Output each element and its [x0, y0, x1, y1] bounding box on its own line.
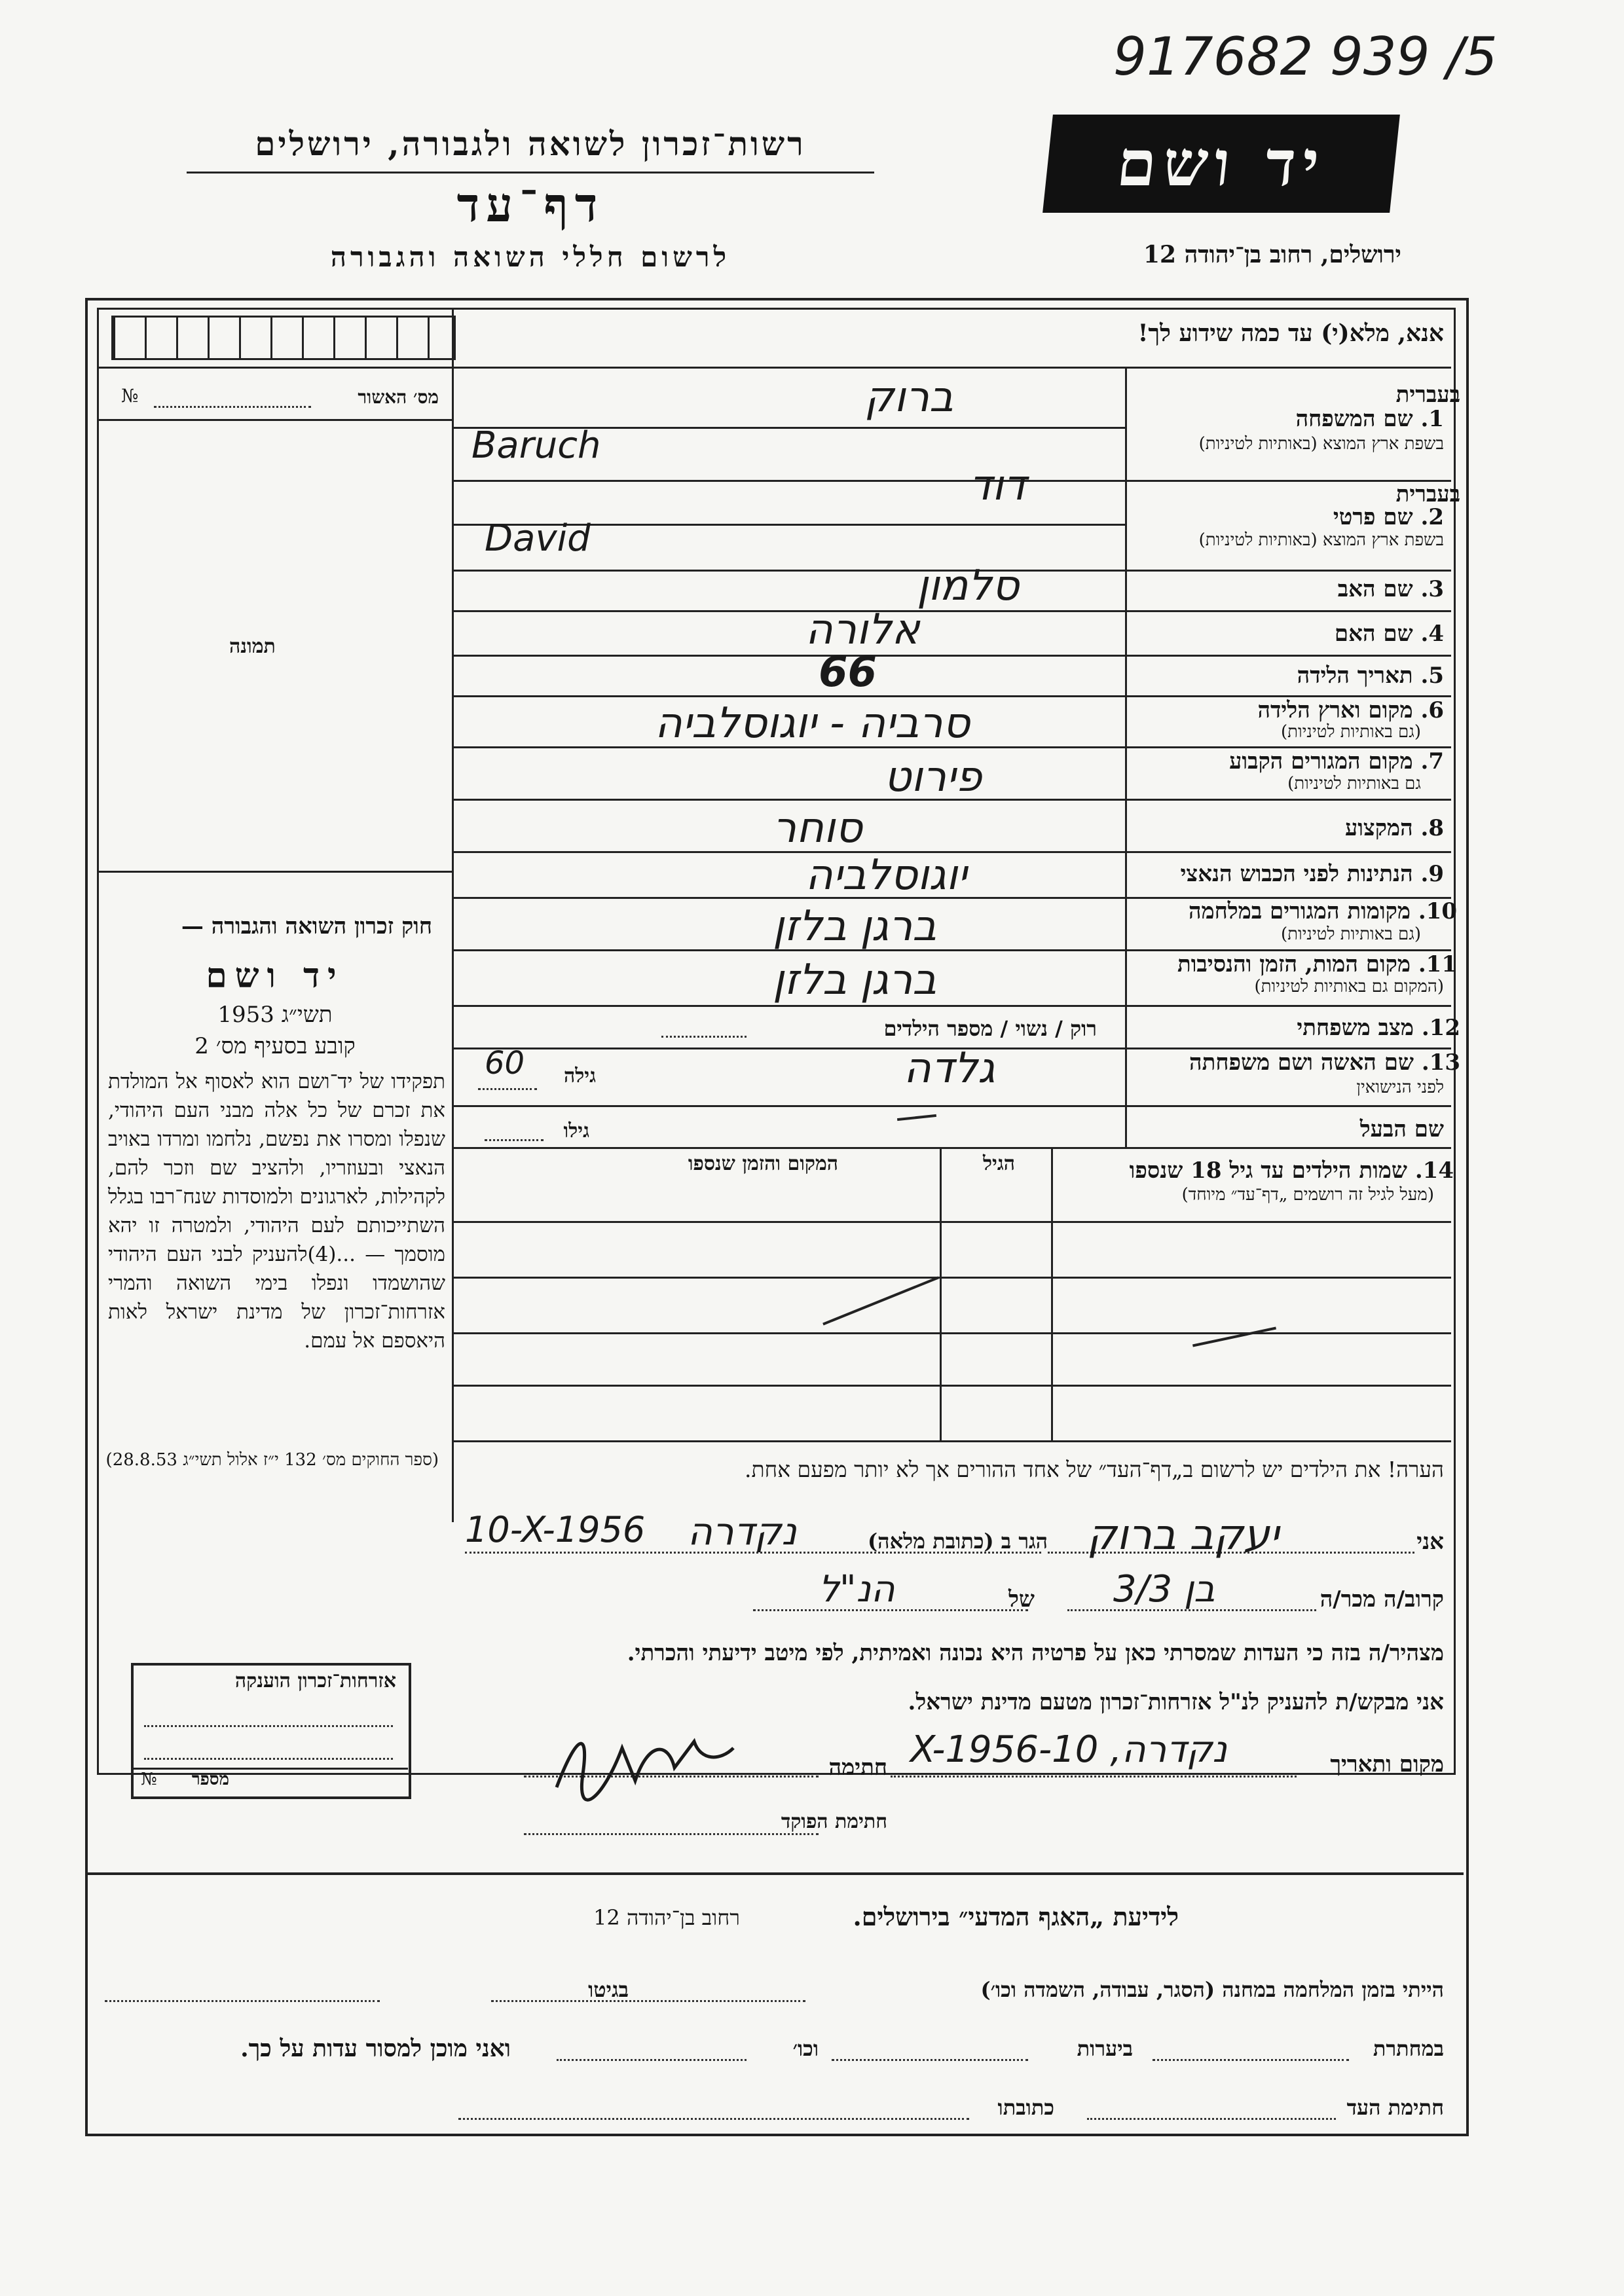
label-column-divider — [1125, 368, 1127, 1147]
signature-drawing — [537, 1722, 753, 1807]
f1-value-heb[interactable]: ברוק — [864, 373, 953, 422]
footer-forests-field[interactable] — [832, 2059, 1028, 2061]
f11-label: 11. מקום המות, הזמן והנסיבות — [1177, 951, 1457, 977]
decl-relation-value[interactable]: בן 3/3 — [1113, 1568, 1215, 1611]
decl-name-value[interactable]: יעקב ברוק — [1087, 1511, 1280, 1559]
form-subtitle: לרשום חללי השואה והגבורה — [330, 241, 731, 273]
children-row1 — [453, 1221, 1451, 1223]
law-section: קובע בסעיף מס׳ 2 — [194, 1033, 356, 1059]
f8-label: 8. המקצוע — [1344, 815, 1444, 841]
form-title: דף־עד — [456, 177, 604, 232]
citizenship-line-2[interactable] — [144, 1758, 393, 1760]
note: הערה! את הילדים יש לרשום ב„דף־העד״ של אחד ההורים אך לא יותר מפעם אחת. — [745, 1457, 1444, 1482]
f3-label: 3. שם האב — [1337, 576, 1444, 602]
f2-value-lat[interactable]: David — [485, 517, 591, 560]
law-year: תשי״ג 1953 — [217, 1002, 333, 1028]
f6-value[interactable]: סרביה - יוגוסלביה — [655, 699, 970, 748]
row1-bottom — [453, 480, 1451, 482]
f13-age-label: גילה — [563, 1065, 596, 1087]
children-count-field[interactable] — [661, 1036, 747, 1038]
f9-label: 9. הנתינות לפני הכבוש הנאצי — [1180, 861, 1444, 887]
f10-sub: (גם באותיות לטיניות) — [1280, 924, 1421, 944]
decl-of-value[interactable]: הנ"ל — [819, 1568, 895, 1611]
law-body: תפקידו של יד־ושם הוא לאסוף אל המולדת את זכרם של כל אלה מבני העם היהודי, שנפלו ומסרו את נפשם, נלחמו ומרדו באויב הנאצי ובעוזריו, ולהציב שם וזכר להם, לקהילות, לארגונים ולמוסדות שנח־רבו בגלל השתייכותם לעם היהודי, ולמטרה זו יהא מוסמך — ...(4)להעניק לבני העם היהודי שהושמדו ונפלו בימי השואה והמרי אזרחות־זכרון של מדינת ישראל לאות היאספם אל עמם. — [108, 1070, 445, 1353]
husband-label: שם הבעל — [1359, 1116, 1444, 1142]
children-sub: (מעל לגיל זה רושמים „דף־עד״ מיוחד) — [1181, 1185, 1434, 1205]
f1-sub: בשפת ארץ המוצא (באותיות לטיניות) — [1198, 434, 1444, 454]
footer-line2-end: ואני מוכן למסור עדות על כך. — [240, 2035, 511, 2062]
decl-place-date-field[interactable] — [891, 1776, 1297, 1777]
left-column-divider — [452, 308, 454, 1522]
f4-value[interactable]: אלורה — [805, 606, 920, 654]
footer-etc: וכו׳ — [792, 2036, 819, 2061]
yad-vashem-logo — [1043, 115, 1400, 213]
children-label: 14. שמות הילדים עד גיל 18 שנספו — [1129, 1157, 1454, 1184]
footer-witness-address-field[interactable] — [458, 2118, 969, 2120]
footer-witness-signature: חתימת העד — [1346, 2095, 1444, 2120]
footer-address: רחוב בן־יהודה 12 — [593, 1905, 740, 1930]
citizenship-line-1[interactable] — [144, 1725, 393, 1727]
citizenship-number-label: מספר — [191, 1770, 229, 1789]
f13-age-value[interactable]: 60 — [485, 1045, 525, 1082]
row4-bottom — [453, 655, 1451, 657]
footer-camp-field[interactable] — [491, 2000, 805, 2002]
decl-request: אני מבקש/ת להעניק לנ"ל אזרחות־זכרון מטעם מדינת ישראל. — [908, 1689, 1444, 1715]
footer-witness-field[interactable] — [1087, 2118, 1336, 2120]
law-heading: חוק זכרון השואה והגבורה — — [181, 913, 432, 939]
archive-number-handwritten: 917682 939 /5 — [1113, 26, 1498, 87]
decl-resident-label: הגר ב (כתובת מלאה) — [868, 1529, 1048, 1554]
decl-relation-label: קרוב/ה מכר/ה — [1320, 1586, 1444, 1613]
row3-bottom — [453, 610, 1451, 612]
footer-ghetto-field[interactable] — [105, 2000, 380, 2002]
f7-sub: גם באותיות לטיניות) — [1287, 774, 1421, 793]
logo-text: יד ושם — [1113, 126, 1329, 200]
f5-value[interactable]: 66 — [819, 648, 877, 697]
citizenship-title: אזרחות־זכרון הוענקה — [234, 1669, 396, 1692]
f8-value[interactable]: סוחר — [773, 804, 862, 852]
f12-label: 12. מצב משפחתי — [1297, 1015, 1460, 1041]
f4-label: 4. שם האם — [1334, 621, 1444, 647]
f2-sub: בשפת ארץ המוצא (באותיות לטיניות) — [1198, 530, 1444, 550]
children-place-col: המקום והזמן שנספו — [688, 1152, 838, 1175]
address: ירושלים, רחוב בן־יהודה 12 — [1143, 241, 1401, 268]
children-row4 — [453, 1385, 1451, 1387]
f12-options[interactable]: רוק / נשוי / מספר הילדים — [883, 1016, 1097, 1041]
f6-label: 6. מקום וארץ הלידה — [1257, 697, 1444, 723]
decl-statement: מצהיר/ה בזה כי העדות שמסרתי כאן על פרטיה היא נכונה ואמיתית, לפי מיטב ידיעתי והכרתי. — [627, 1640, 1444, 1666]
decl-place-date-label: מקום ותאריך — [1330, 1751, 1444, 1777]
f9-value[interactable]: יוגוסלביה — [805, 851, 967, 900]
husband-age-field[interactable] — [485, 1139, 544, 1141]
approval-label: מס׳ האשור — [358, 386, 439, 408]
photo-top — [98, 419, 452, 421]
ticks — [111, 316, 456, 360]
f13-value[interactable]: גלדה — [904, 1044, 995, 1093]
photo-label: תמונה — [229, 635, 276, 658]
footer-forests: ביערות — [1077, 2036, 1133, 2061]
organization-line: רשות־זכרון לשואה ולגבורה, ירושלים — [255, 124, 806, 163]
f3-value[interactable]: סלמון — [917, 562, 1020, 610]
children-bottom — [453, 1440, 1451, 1442]
row-husband-bottom — [453, 1147, 1451, 1149]
top-bar-bottom — [98, 367, 1451, 369]
children-row2 — [453, 1277, 1451, 1279]
row11-bottom — [453, 1005, 1451, 1007]
decl-of-label: של — [1008, 1586, 1035, 1613]
f11-value[interactable]: ברגן בלזן — [773, 956, 937, 1004]
footer-underground: במחתרת — [1373, 2036, 1444, 2061]
decl-officer-label: חתימת הפוקד — [781, 1810, 887, 1833]
row13-bottom — [453, 1105, 1451, 1107]
f10-value[interactable]: ברגן בלזן — [773, 902, 937, 951]
f13-label: 13. שם האשה ושם משפחתה — [1189, 1049, 1460, 1076]
decl-signature-label: חתימה — [828, 1755, 887, 1781]
footer-title: לידיעת „האגף המדעי״ בירושלים. — [853, 1902, 1179, 1931]
law-ref: (ספר החוקים מס׳ 132 י״ז אלול תשי״ג 28.8.53) — [105, 1450, 439, 1470]
decl-date-hand[interactable]: 10-X-1956 — [465, 1509, 646, 1550]
f5-label: 5. תאריך הלידה — [1297, 663, 1444, 689]
f2-label: 2. שם פרטי — [1333, 504, 1444, 530]
law-name: יד ושם — [206, 956, 344, 996]
f6-sub: (גם באותיות לטיניות) — [1280, 722, 1421, 742]
f2-value-heb[interactable]: דוד — [969, 462, 1027, 510]
decl-place-date-value[interactable]: נקדרה, 10-X-1956 — [910, 1728, 1227, 1771]
decl-address-value[interactable]: נקדרה — [688, 1509, 797, 1554]
f13-sub: לפני הנישואין — [1356, 1078, 1444, 1097]
children-row3 — [453, 1332, 1451, 1334]
children-age-col: הגיל — [982, 1152, 1015, 1175]
f10-label: 10. מקומות המגורים במלחמה — [1188, 898, 1457, 924]
children-col-a — [1051, 1147, 1053, 1442]
f7-label: 7. מקום המגורים הקבוע — [1229, 748, 1444, 774]
citizenship-no: № — [141, 1770, 157, 1789]
citizenship-number-line — [133, 1768, 408, 1770]
footer-witness-address: כתובתו — [997, 2095, 1054, 2120]
f7-value[interactable]: פירוט — [884, 753, 982, 801]
org-underline — [187, 172, 874, 173]
footer-divider — [86, 1872, 1464, 1875]
decl-ani: אני — [1416, 1529, 1444, 1555]
instruction: אנא, מלא(י) עד כמה שידוע לך! — [1137, 319, 1444, 347]
photo-bottom — [98, 871, 452, 873]
decl-officer-field[interactable] — [524, 1833, 819, 1835]
husband-age-label: גילו — [563, 1120, 589, 1142]
footer-etc-field[interactable] — [557, 2059, 747, 2061]
f13-age-field[interactable] — [478, 1088, 537, 1090]
footer-line1-end: בגיטו — [588, 1977, 629, 2002]
children-col-b — [940, 1147, 942, 1442]
footer-line1: הייתי בזמן המלחמה במחנה (הסגר, עבודה, השמדה וכו׳) — [980, 1977, 1444, 2002]
f2-heb-tag: בעברית — [1395, 481, 1460, 507]
f11-sub: (המקום גם באותיות לטיניות) — [1254, 977, 1444, 996]
approval-no: № — [121, 385, 139, 407]
f1-heb-tag: בעברית — [1395, 382, 1460, 408]
f1-label: 1. שם המשפחה — [1295, 406, 1444, 432]
f1-value-lat[interactable]: Baruch — [471, 424, 601, 467]
footer-underground-field[interactable] — [1153, 2059, 1349, 2061]
approval-field[interactable] — [154, 406, 311, 408]
